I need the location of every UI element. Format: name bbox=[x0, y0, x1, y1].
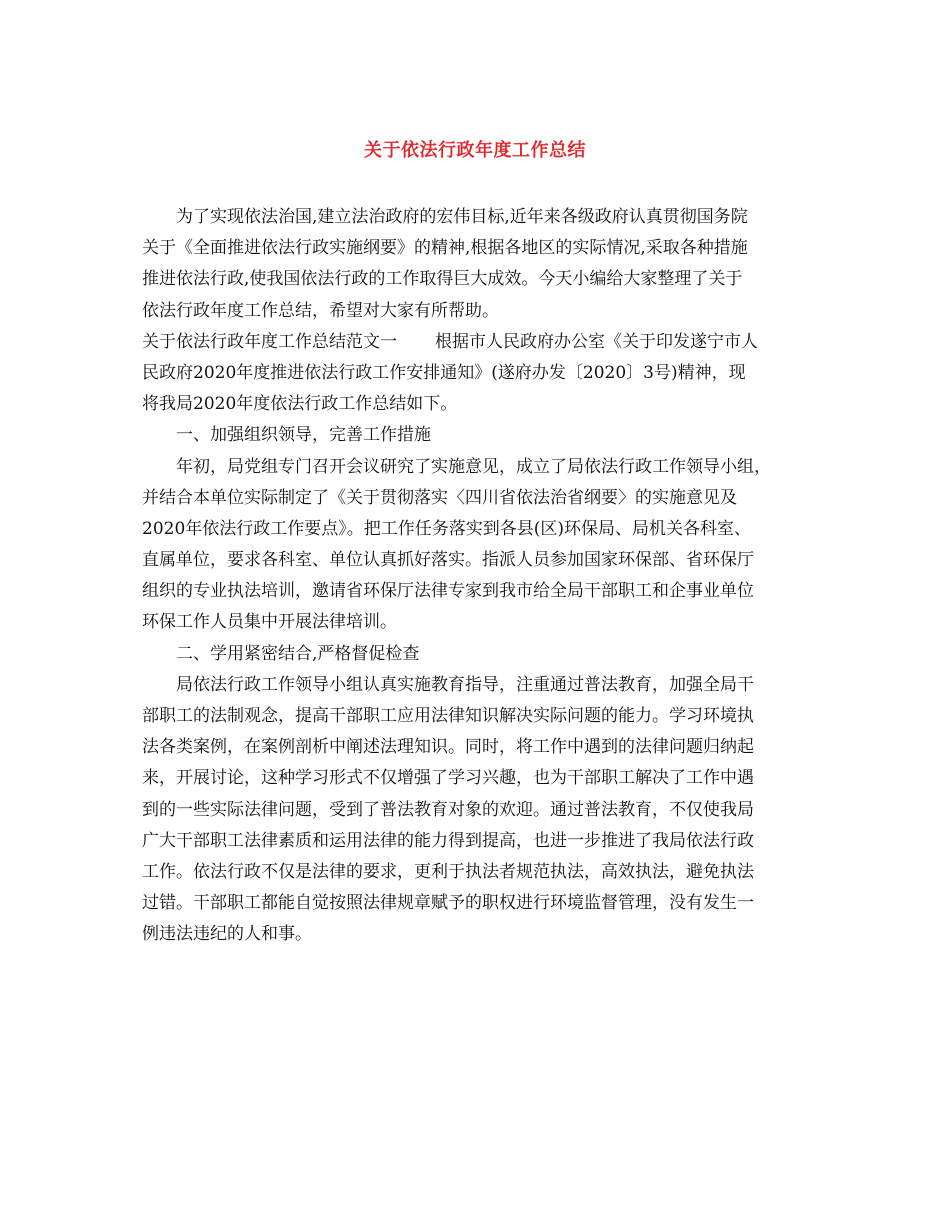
section-line: 例违法违纪的人和事。 bbox=[142, 924, 312, 945]
section-line: 到的一些实际法律问题，受到了普法教育对象的欢迎。通过普法教育，不仅使我局 bbox=[142, 799, 754, 820]
section-line: 并结合本单位实际制定了《关于贯彻落实〈四川省依法治省纲要〉的实施意见及 bbox=[142, 487, 737, 508]
sample-intro-line: 民政府2020年度推进依法行政工作安排通知》(遂府办发〔2020〕3号)精神，现 bbox=[142, 362, 746, 383]
section-heading: 二、学用紧密结合,严格督促检查 bbox=[176, 643, 420, 664]
sample-intro-line: 将我局2020年度依法行政工作总结如下。 bbox=[142, 394, 458, 415]
section-line: 法各类案例，在案例剖析中阐述法理知识。同时，将工作中遇到的法律问题归纳起 bbox=[142, 737, 754, 758]
document-body bbox=[142, 202, 818, 951]
document-title: 关于依法行政年度工作总结 bbox=[364, 140, 586, 161]
section-line: 来，开展讨论，这种学习形式不仅增强了学习兴趣，也为干部职工解决了工作中遇 bbox=[142, 768, 754, 789]
section-line: 年初，局党组专门召开会议研究了实施意见，成立了局依法行政工作领导小组， bbox=[176, 456, 771, 477]
sample-intro-line bbox=[142, 327, 818, 358]
intro-line: 为了实现依法治国,建立法治政府的宏伟目标,近年来各级政府认真贯彻国务院 bbox=[176, 207, 748, 227]
section-line: 广大干部职工法律素质和运用法律的能力得到提高，也进一步推进了我局依法行政 bbox=[142, 830, 754, 851]
section-heading: 一、加强组织领导，完善工作措施 bbox=[176, 425, 431, 446]
section-line: 直属单位，要求各科室、单位认真抓好落实。指派人员参加国家环保部、省环保厅 bbox=[142, 550, 754, 571]
intro-line: 关于《全面推进依法行政实施纲要》的精神,根据各地区的实际情况,采取各种措施 bbox=[142, 238, 748, 259]
intro-line: 依法行政年度工作总结，希望对大家有所帮助。 bbox=[142, 300, 499, 321]
intro-line: 推进依法行政,使我国依法行政的工作取得巨大成效。今天小编给大家整理了关于 bbox=[142, 269, 743, 290]
section-line: 过错。干部职工都能自觉按照法律规章赋予的职权进行环境监督管理，没有发生一 bbox=[142, 893, 754, 914]
section-line: 工作。依法行政不仅是法律的要求，更利于执法者规范执法，高效执法，避免执法 bbox=[142, 861, 754, 882]
sample-intro-text: 根据市人民政府办公室《关于印发遂宁市人 bbox=[435, 331, 758, 352]
section-line: 2020年依法行政工作要点》。把工作任务落实到各县(区)环保局、局机关各科室、 bbox=[142, 518, 752, 539]
section-line: 环保工作人员集中开展法律培训。 bbox=[142, 612, 397, 633]
section-line: 局依法行政工作领导小组认真实施教育指导，注重通过普法教育，加强全局干 bbox=[176, 674, 754, 695]
section-line: 部职工的法制观念，提高干部职工应用法律知识解决实际问题的能力。学习环境执 bbox=[142, 706, 754, 726]
sample-heading: 关于依法行政年度工作总结范文一 bbox=[142, 331, 397, 352]
section-line: 组织的专业执法培训，邀请省环保厅法律专家到我市给全局干部职工和企事业单位 bbox=[142, 581, 754, 602]
